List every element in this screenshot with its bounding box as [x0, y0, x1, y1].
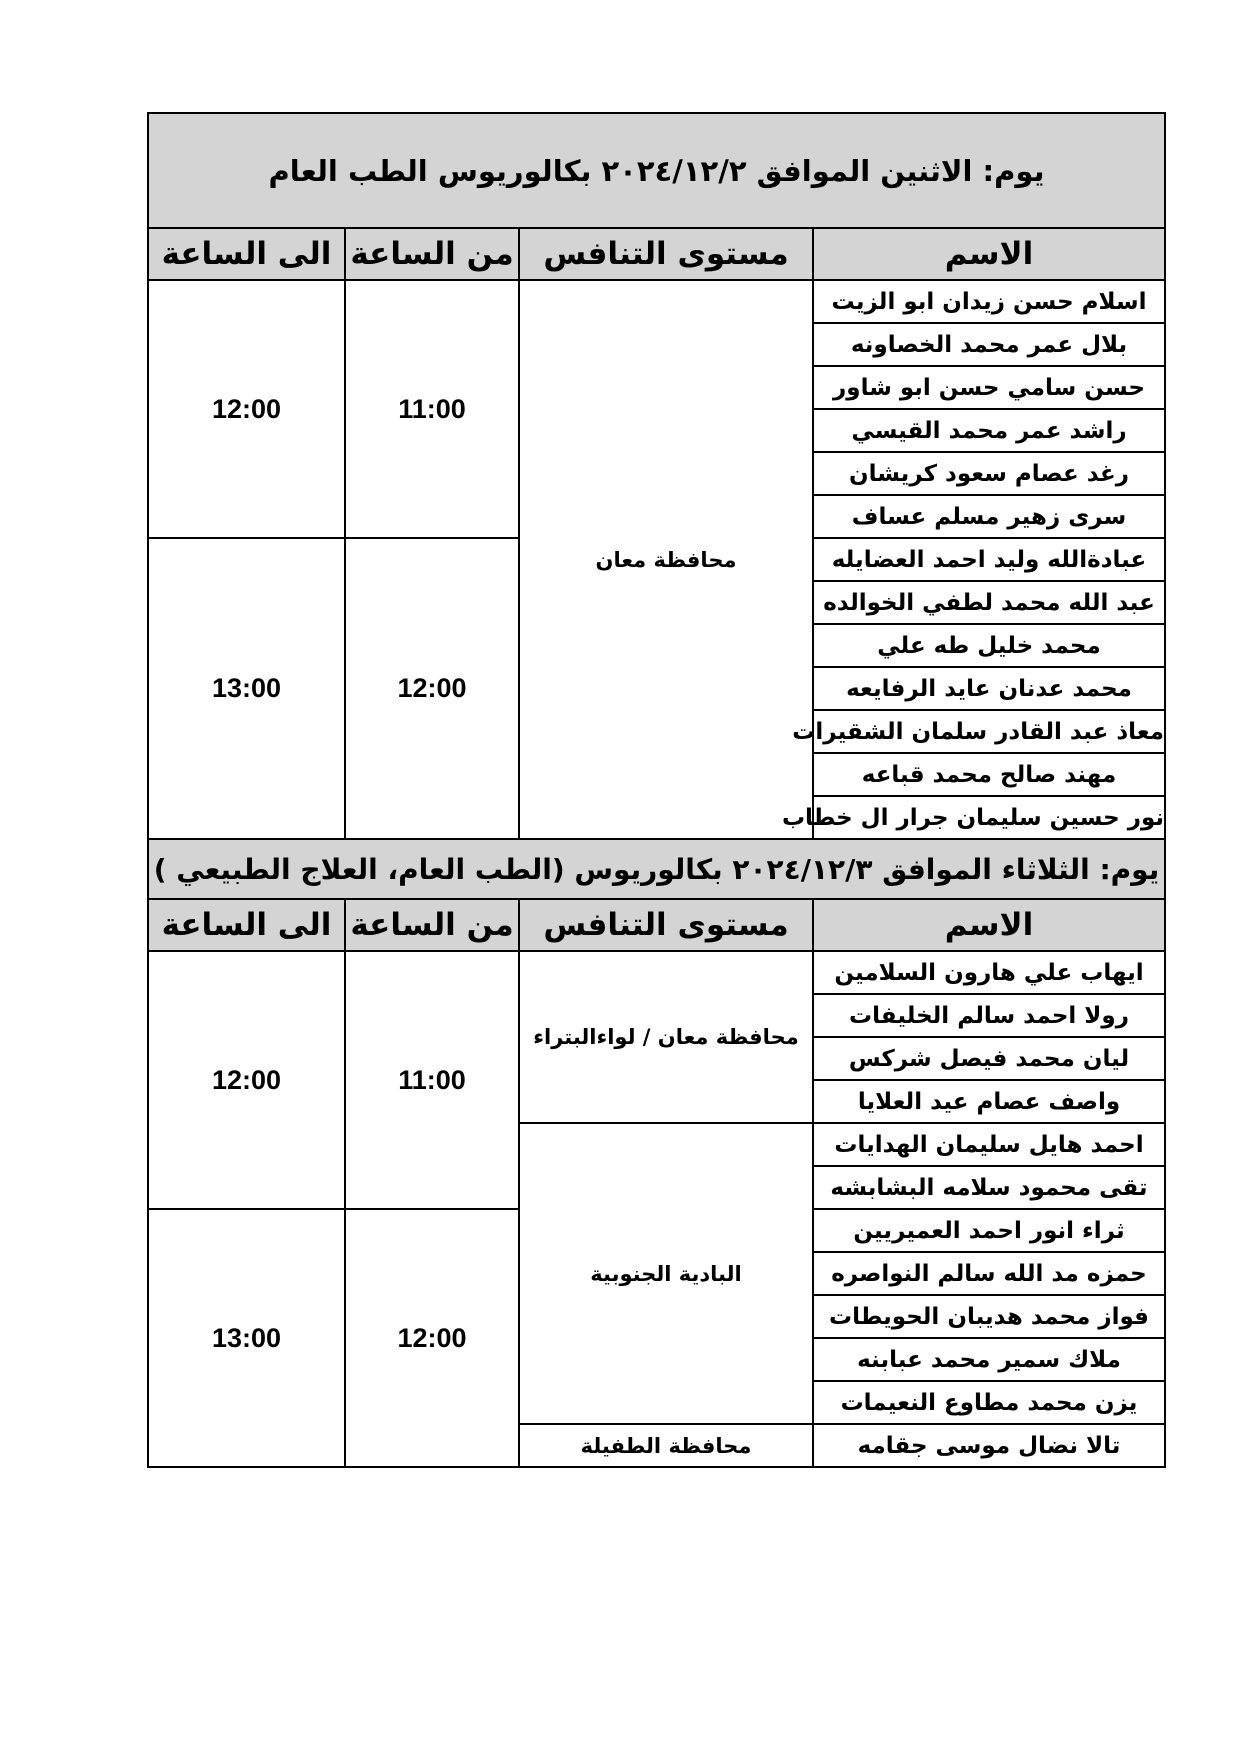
day1-title: يوم: الاثنين الموافق ٢٠٢٤/١٢/٢ بكالوريوس الطب العام — [148, 113, 1165, 228]
student-name: ليان محمد فيصل شركس — [813, 1037, 1165, 1080]
student-name: فواز محمد هديبان الحويطات — [813, 1295, 1165, 1338]
table-row — [148, 280, 1165, 323]
student-name: عبادةالله وليد احمد العضايله — [813, 538, 1165, 581]
schedule-table — [147, 112, 1166, 1468]
competition-level: البادية الجنوبية — [519, 1123, 813, 1424]
student-name: اسلام حسن زيدان ابو الزيت — [813, 280, 1165, 323]
student-name: حسن سامي حسن ابو شاور — [813, 366, 1165, 409]
competition-level: محافظة معان / لواءالبتراء — [519, 951, 813, 1123]
student-name: راشد عمر محمد القيسي — [813, 409, 1165, 452]
competition-level: محافظة معان — [519, 280, 813, 839]
time-from: 12:00 — [345, 1209, 519, 1467]
student-name: محمد خليل طه علي — [813, 624, 1165, 667]
student-name: واصف عصام عيد العلايا — [813, 1080, 1165, 1123]
time-from: 11:00 — [345, 951, 519, 1209]
header-level: مستوى التنافس — [519, 228, 813, 280]
header-to: الى الساعة — [148, 899, 345, 951]
time-from: 11:00 — [345, 280, 519, 538]
header-from: من الساعة — [345, 228, 519, 280]
student-name: ايهاب علي هارون السلامين — [813, 951, 1165, 994]
day2-header-row — [148, 899, 1165, 951]
student-name: بلال عمر محمد الخصاونه — [813, 323, 1165, 366]
time-to: 13:00 — [148, 538, 345, 839]
header-from: من الساعة — [345, 899, 519, 951]
time-to: 13:00 — [148, 1209, 345, 1467]
time-to: 12:00 — [148, 280, 345, 538]
competition-level: محافظة الطفيلة — [519, 1424, 813, 1467]
header-level: مستوى التنافس — [519, 899, 813, 951]
header-name: الاسم — [813, 899, 1165, 951]
student-name: سرى زهير مسلم عساف — [813, 495, 1165, 538]
student-name: حمزه مد الله سالم النواصره — [813, 1252, 1165, 1295]
day2-title: يوم: الثلاثاء الموافق ٢٠٢٤/١٢/٣ بكالوريوس (الطب العام، العلاج الطبيعي ) — [148, 839, 1165, 899]
student-name: ثراء انور احمد العميريين — [813, 1209, 1165, 1252]
day1-header-row — [148, 228, 1165, 280]
table-row — [148, 951, 1165, 994]
time-to: 12:00 — [148, 951, 345, 1209]
student-name: رولا احمد سالم الخليفات — [813, 994, 1165, 1037]
student-name: رغد عصام سعود كريشان — [813, 452, 1165, 495]
schedule-page — [147, 112, 1164, 1468]
student-name: مهند صالح محمد قباعه — [813, 753, 1165, 796]
student-name: ملاك سمير محمد عبابنه — [813, 1338, 1165, 1381]
header-name: الاسم — [813, 228, 1165, 280]
student-name: محمد عدنان عايد الرفايعه — [813, 667, 1165, 710]
student-name: نور حسين سليمان جرار ال خطاب — [813, 796, 1165, 839]
student-name: يزن محمد مطاوع النعيمات — [813, 1381, 1165, 1424]
student-name: تالا نضال موسى جقامه — [813, 1424, 1165, 1467]
student-name: احمد هايل سليمان الهدايات — [813, 1123, 1165, 1166]
header-to: الى الساعة — [148, 228, 345, 280]
student-name: معاذ عبد القادر سلمان الشقيرات — [813, 710, 1165, 753]
student-name: تقى محمود سلامه البشابشه — [813, 1166, 1165, 1209]
time-from: 12:00 — [345, 538, 519, 839]
student-name: عبد الله محمد لطفي الخوالده — [813, 581, 1165, 624]
